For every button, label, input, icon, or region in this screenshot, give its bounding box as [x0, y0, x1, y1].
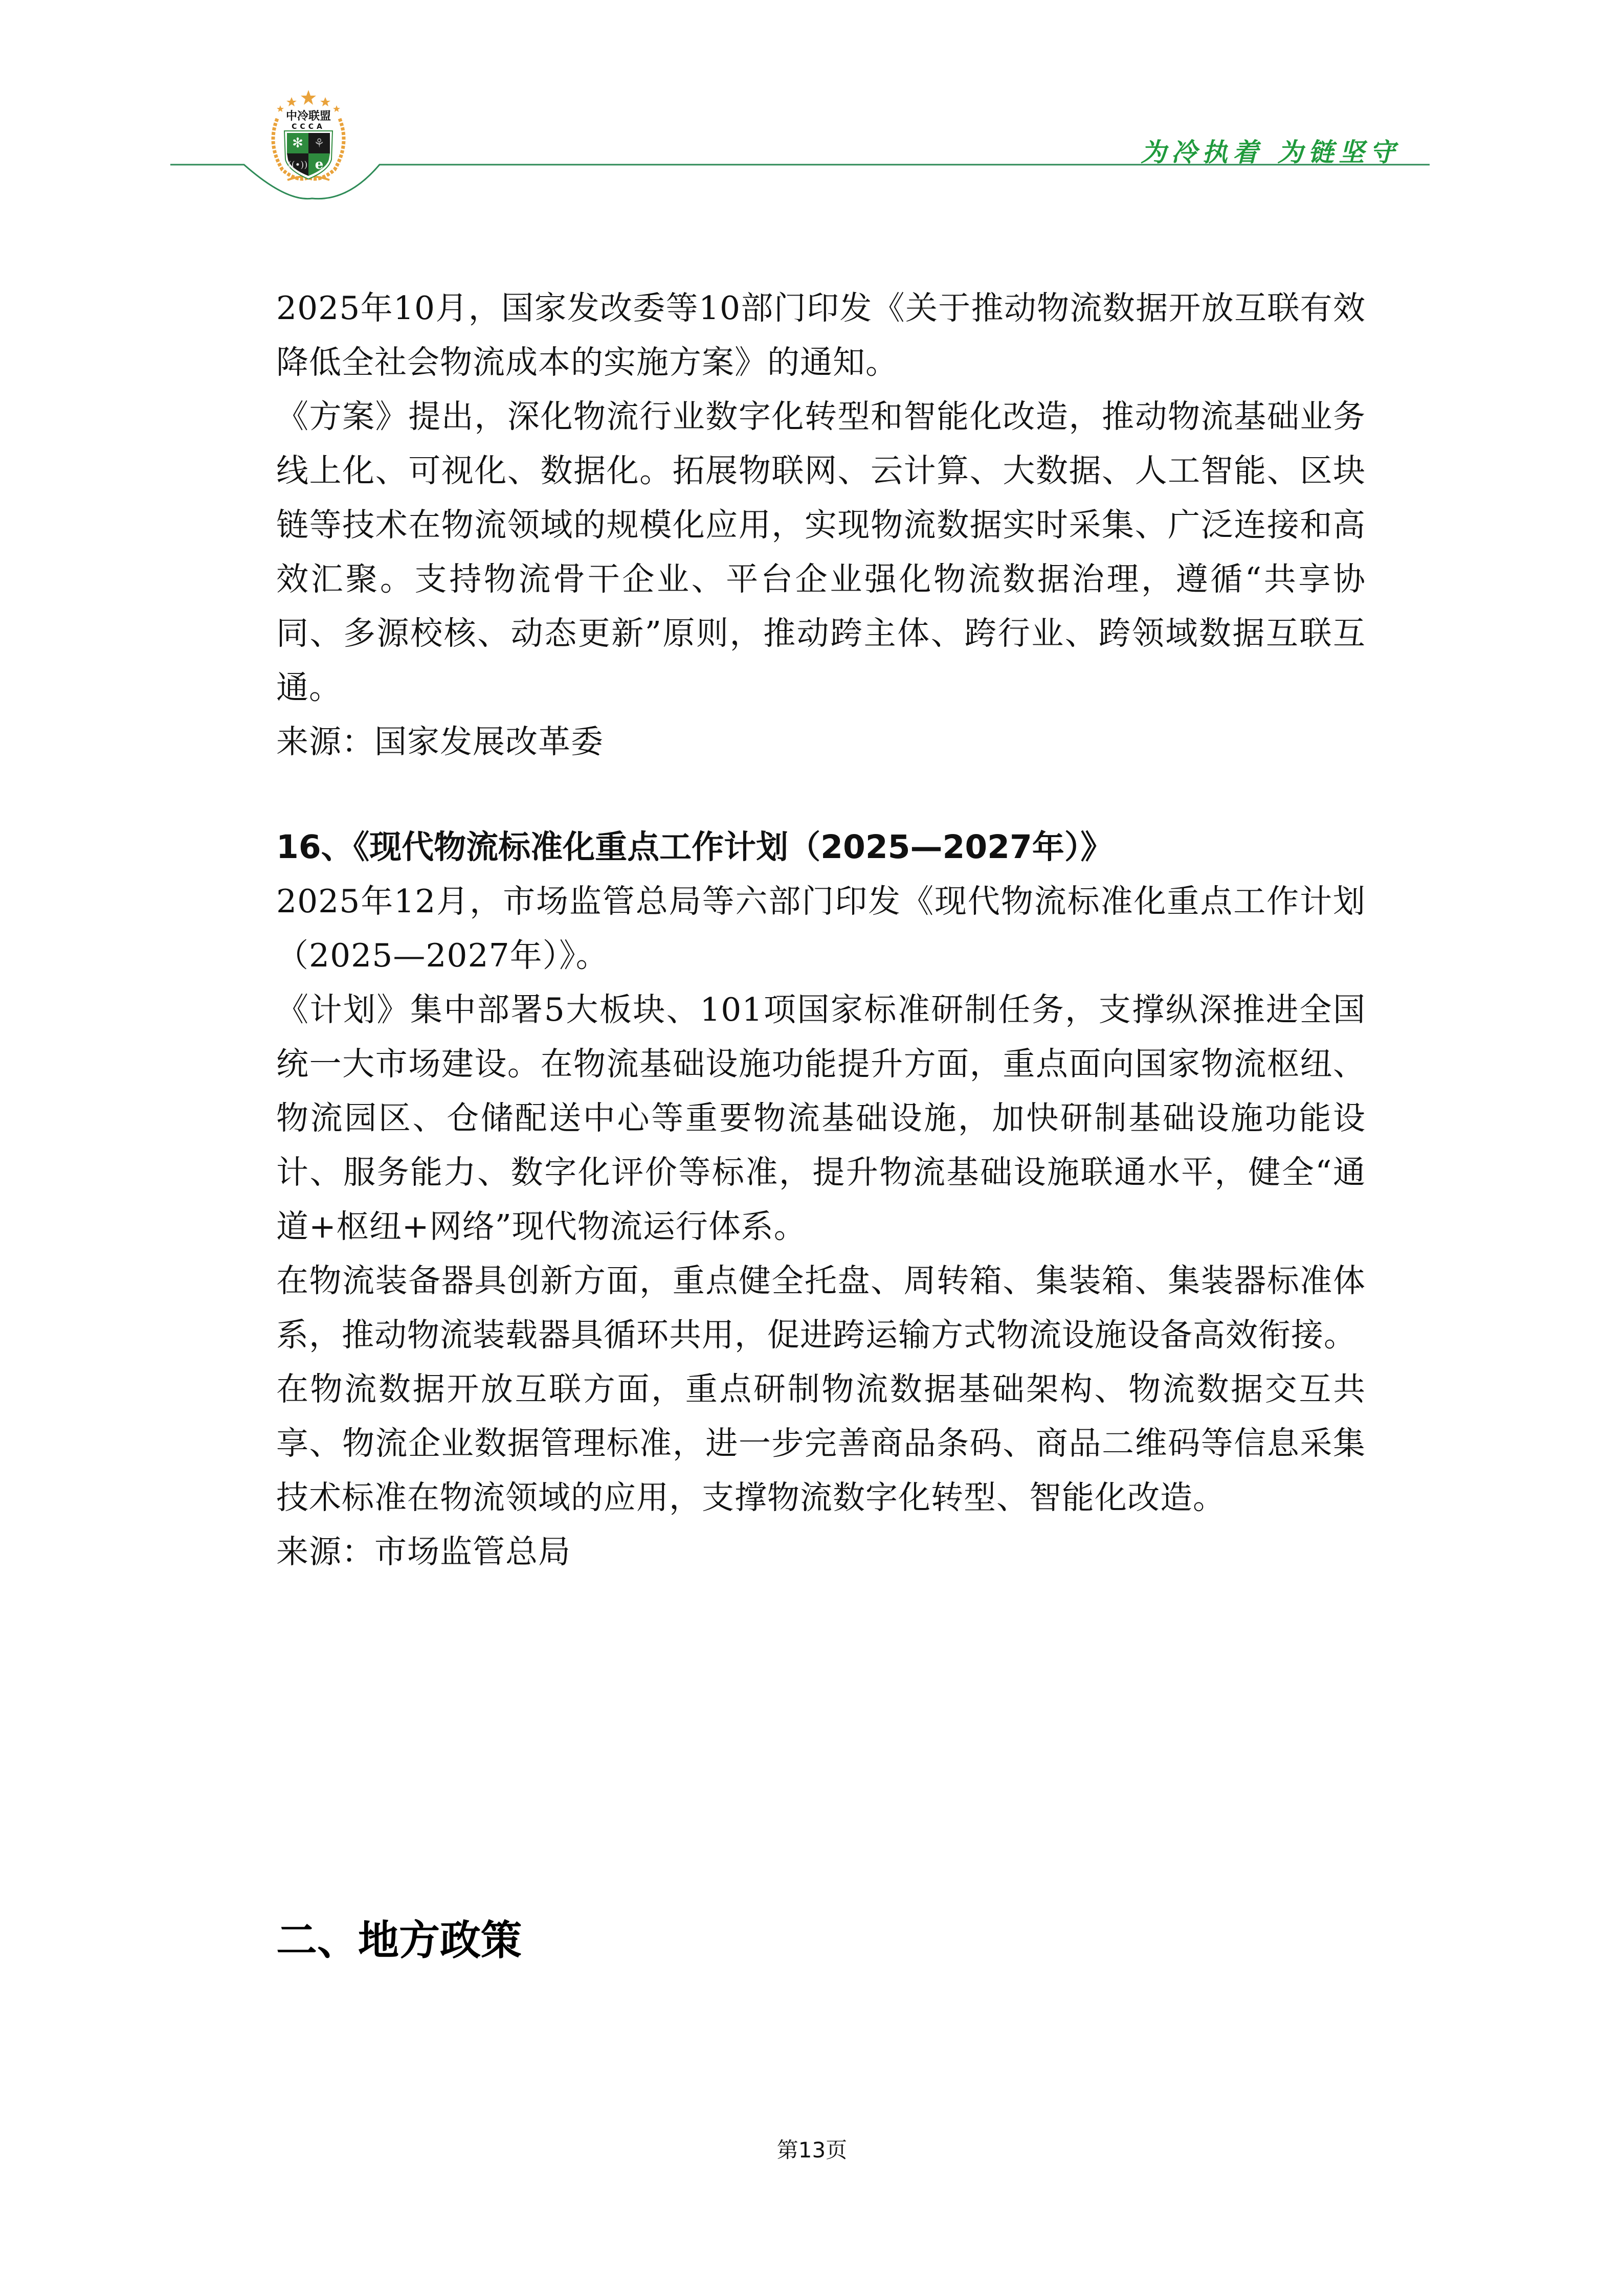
header-divider-line: [0, 0, 1624, 215]
page-header: [0, 0, 1624, 215]
paragraph: 在物流数据开放互联方面，重点研制物流数据基础架构、物流数据交互共享、物流企业数据管理标准，进一步完善商品条码、商品二维码等信息采集技术标准在物流领域的应用，支撑物流数字化转型、智能化改造。: [276, 1370, 1366, 1516]
section-heading: 二、地方政策: [276, 1917, 522, 1964]
svg-text:中冷联盟: 中冷联盟: [285, 110, 331, 123]
snowflake-icon: ✻: [292, 136, 303, 151]
ccca-logo: [262, 88, 355, 185]
page-number: 第13页: [776, 2137, 848, 2163]
policy-item-15: [276, 281, 1366, 769]
policy-item-16: [276, 820, 1366, 1579]
wheat-icon: ⚘: [314, 136, 325, 150]
globe-e-icon: e: [315, 157, 324, 172]
paragraph: 《方案》提出，深化物流行业数字化转型和智能化改造，推动物流基础业务线上化、可视化、数据化。拓展物联网、云计算、大数据、人工智能、区块链等技术在物流领域的规模化应用，实现物流数据实时采集、广泛连接和高效汇聚。支持物流骨干企业、平台企业强化物流数据治理，遵循“共享协同、多源校核、动态更新”原则，推动跨主体、跨行业、跨领域数据互联互通。: [276, 398, 1366, 706]
svg-text:CCCA: CCCA: [292, 123, 325, 131]
signal-icon: ((•)): [287, 160, 308, 170]
paragraph: 2025年10月，国家发改委等10部门印发《关于推动物流数据开放互联有效降低全社会物流成本的实施方案》的通知。: [276, 289, 1366, 381]
paragraph: 在物流装备器具创新方面，重点健全托盘、周转箱、集装箱、集装器标准体系，推动物流装载器具循环共用，促进跨运输方式物流设施设备高效衔接。: [276, 1262, 1366, 1354]
source-note: 来源：国家发展改革委: [276, 723, 604, 760]
star-icon: [277, 90, 340, 112]
item-heading: 16、《现代物流标准化重点工作计划（2025—2027年）》: [276, 828, 1113, 866]
header-slogan: 为冷执着 为链坚守: [1141, 137, 1400, 167]
source-note: 来源：市场监管总局: [276, 1533, 571, 1570]
paragraph: 2025年12月，市场监管总局等六部门印发《现代物流标准化重点工作计划（2025—2027年）》。: [276, 883, 1366, 974]
paragraph: 《计划》集中部署5大板块、101项国家标准研制任务，支撑纵深推进全国统一大市场建设。在物流基础设施功能提升方面，重点面向国家物流枢纽、物流园区、仓储配送中心等重要物流基础设施，加快研制基础设施功能设计、服务能力、数字化评价等标准，提升物流基础设施联通水平，健全“通道+枢纽+网络”现代物流运行体系。: [276, 991, 1366, 1245]
document-body: [276, 281, 1366, 1579]
